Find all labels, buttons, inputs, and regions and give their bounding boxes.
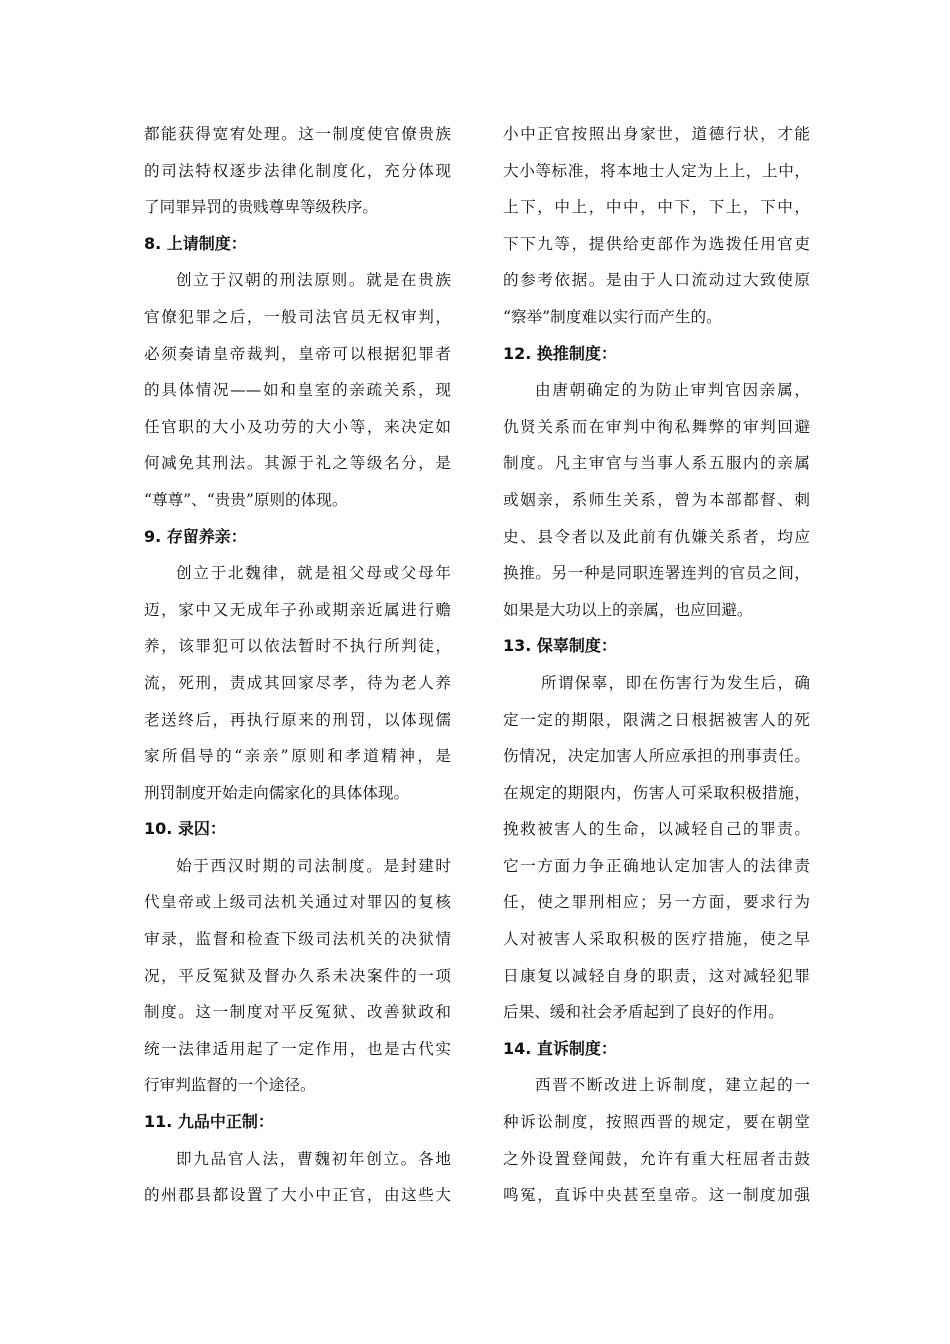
text-line: 仇贤关系而在审判中徇私舞弊的审判回避 [503, 417, 810, 436]
text-line: 种诉讼制度，按照西晋的规定，要在朝堂 [503, 1113, 810, 1132]
text-line: 的州郡县都设置了大小中正官，由这些大 [144, 1186, 451, 1205]
section-heading: 11. 九品中正制： [144, 1112, 274, 1132]
text-line: 小中正官按照出身家世，道德行状，才能 [503, 125, 810, 143]
text-line: 即九品官人法，曹魏初年创立。各地 [176, 1149, 451, 1168]
text-line: 在规定的期限内，伤害人可采取积极措施， [503, 783, 810, 802]
text-line: 统一法律适用起了一定作用，也是古代实 [144, 1039, 451, 1058]
text-line: “尊尊”、“贵贵”原则的体现。 [144, 490, 348, 509]
text-line: 的司法特权逐步法律化制度化，充分体现 [144, 161, 451, 180]
text-line: 制度。这一制度对平反冤狱、改善狱政和 [144, 1003, 451, 1022]
text-line: “察举”制度难以实行而产生的。 [503, 307, 722, 326]
text-line: 大小等标准，将本地士人定为上上，上中， [503, 161, 810, 180]
text-line: 始于西汉时期的司法制度。是封建时 [176, 856, 451, 875]
text-line: 之外设置登闻鼓，允许有重大枉屈者击鼓 [503, 1149, 810, 1168]
section-heading: 9. 存留养亲： [144, 526, 247, 546]
text-line: 鸣冤，直诉中央甚至皇帝。这一制度加强 [503, 1186, 810, 1205]
right-column [503, 116, 810, 1214]
text-line: 由唐朝确定的为防止审判官因亲属， [535, 381, 810, 400]
text-line: 创立于北魏律，就是祖父母或父母年 [176, 564, 451, 583]
text-line: 迈，家中又无成年子孙或期亲近属进行赡 [144, 600, 451, 619]
text-line: 上下，中上，中中，中下，下上，下中， [503, 198, 810, 217]
text-line: 的具体情况——如和皇室的亲疏关系，现 [144, 381, 451, 400]
left-column [144, 116, 451, 1214]
text-line: 审录，监督和检查下级司法机关的决狱情 [144, 930, 451, 949]
text-line: 必须奏请皇帝裁判，皇帝可以根据犯罪者 [144, 344, 451, 363]
text-line: 任，使之罪刑相应；另一方面，要求行为 [503, 893, 810, 912]
text-line: 定一定的期限，限满之日根据被害人的死 [503, 710, 810, 729]
text-line: 任官职的大小及功劳的大小等，来决定如 [144, 417, 451, 436]
text-line: 换推。另一种是同职连署连判的官员之间， [503, 564, 810, 583]
text-line: 西晋不断改进上诉制度，建立起的一 [535, 1076, 810, 1095]
text-line: 官僚犯罪之后，一般司法官员无权审判， [144, 307, 451, 326]
section-heading: 13. 保辜制度： [503, 636, 617, 656]
text-line: 挽救被害人的生命，以减轻自己的罪责。 [503, 820, 810, 839]
text-line: 都能获得宽宥处理。这一制度使官僚贵族 [144, 125, 451, 143]
section-heading: 10. 录囚： [144, 819, 226, 839]
text-line: 况，平反冤狱及督办久系未决案件的一项 [144, 966, 451, 985]
text-line: 创立于汉朝的刑法原则。就是在贵族 [176, 271, 451, 290]
text-line: 代皇帝或上级司法机关通过对罪囚的复核 [144, 893, 451, 912]
text-line: 或姻亲，系师生关系，曾为本部都督、刺 [503, 490, 810, 509]
text-line: 刑罚制度开始走向儒家化的具体体现。 [144, 783, 410, 802]
text-line: 了同罪异罚的贵贱尊卑等级秩序。 [144, 198, 378, 217]
text-line: 下下九等，提供给吏部作为选拨任用官吏 [503, 234, 810, 253]
text-line: 何减免其刑法。其源于礼之等级名分，是 [144, 454, 451, 473]
section-heading: 12. 换推制度： [503, 343, 617, 363]
text-line: 它一方面力争正确地认定加害人的法律责 [503, 856, 810, 875]
text-line: 后果、缓和社会矛盾起到了良好的作用。 [503, 1003, 784, 1022]
text-line: 的参考依据。是由于人口流动过大致使原 [503, 271, 810, 290]
text-line: 日康复以减轻自身的职责，这对减轻犯罪 [503, 966, 810, 985]
text-line: 如果是大功以上的亲属，也应回避。 [503, 600, 753, 619]
text-line: 伤情况，决定加害人所应承担的刑事责任。 [503, 747, 810, 766]
text-line: 流，死刑，责成其回家尽孝，待为老人养 [144, 673, 451, 692]
text-line: 老送终后，再执行原来的刑罚，以体现儒 [144, 710, 451, 729]
text-line: 养，该罪犯可以依法暂时不执行所判徒， [144, 637, 451, 656]
text-line: 家所倡导的“亲亲”原则和孝道精神，是 [144, 747, 451, 766]
text-line: 所谓保辜，即在伤害行为发生后，确 [541, 673, 810, 692]
text-line: 史、县令者以及此前有仇嫌关系者，均应 [503, 527, 810, 546]
text-line: 行审判监督的一个途径。 [144, 1076, 316, 1095]
text-line: 制度。凡主审官与当事人系五服内的亲属 [503, 454, 810, 473]
text-line: 人对被害人采取积极的医疗措施，使之早 [503, 930, 810, 949]
section-heading: 14. 直诉制度： [503, 1038, 617, 1058]
section-heading: 8. 上请制度： [144, 233, 247, 253]
